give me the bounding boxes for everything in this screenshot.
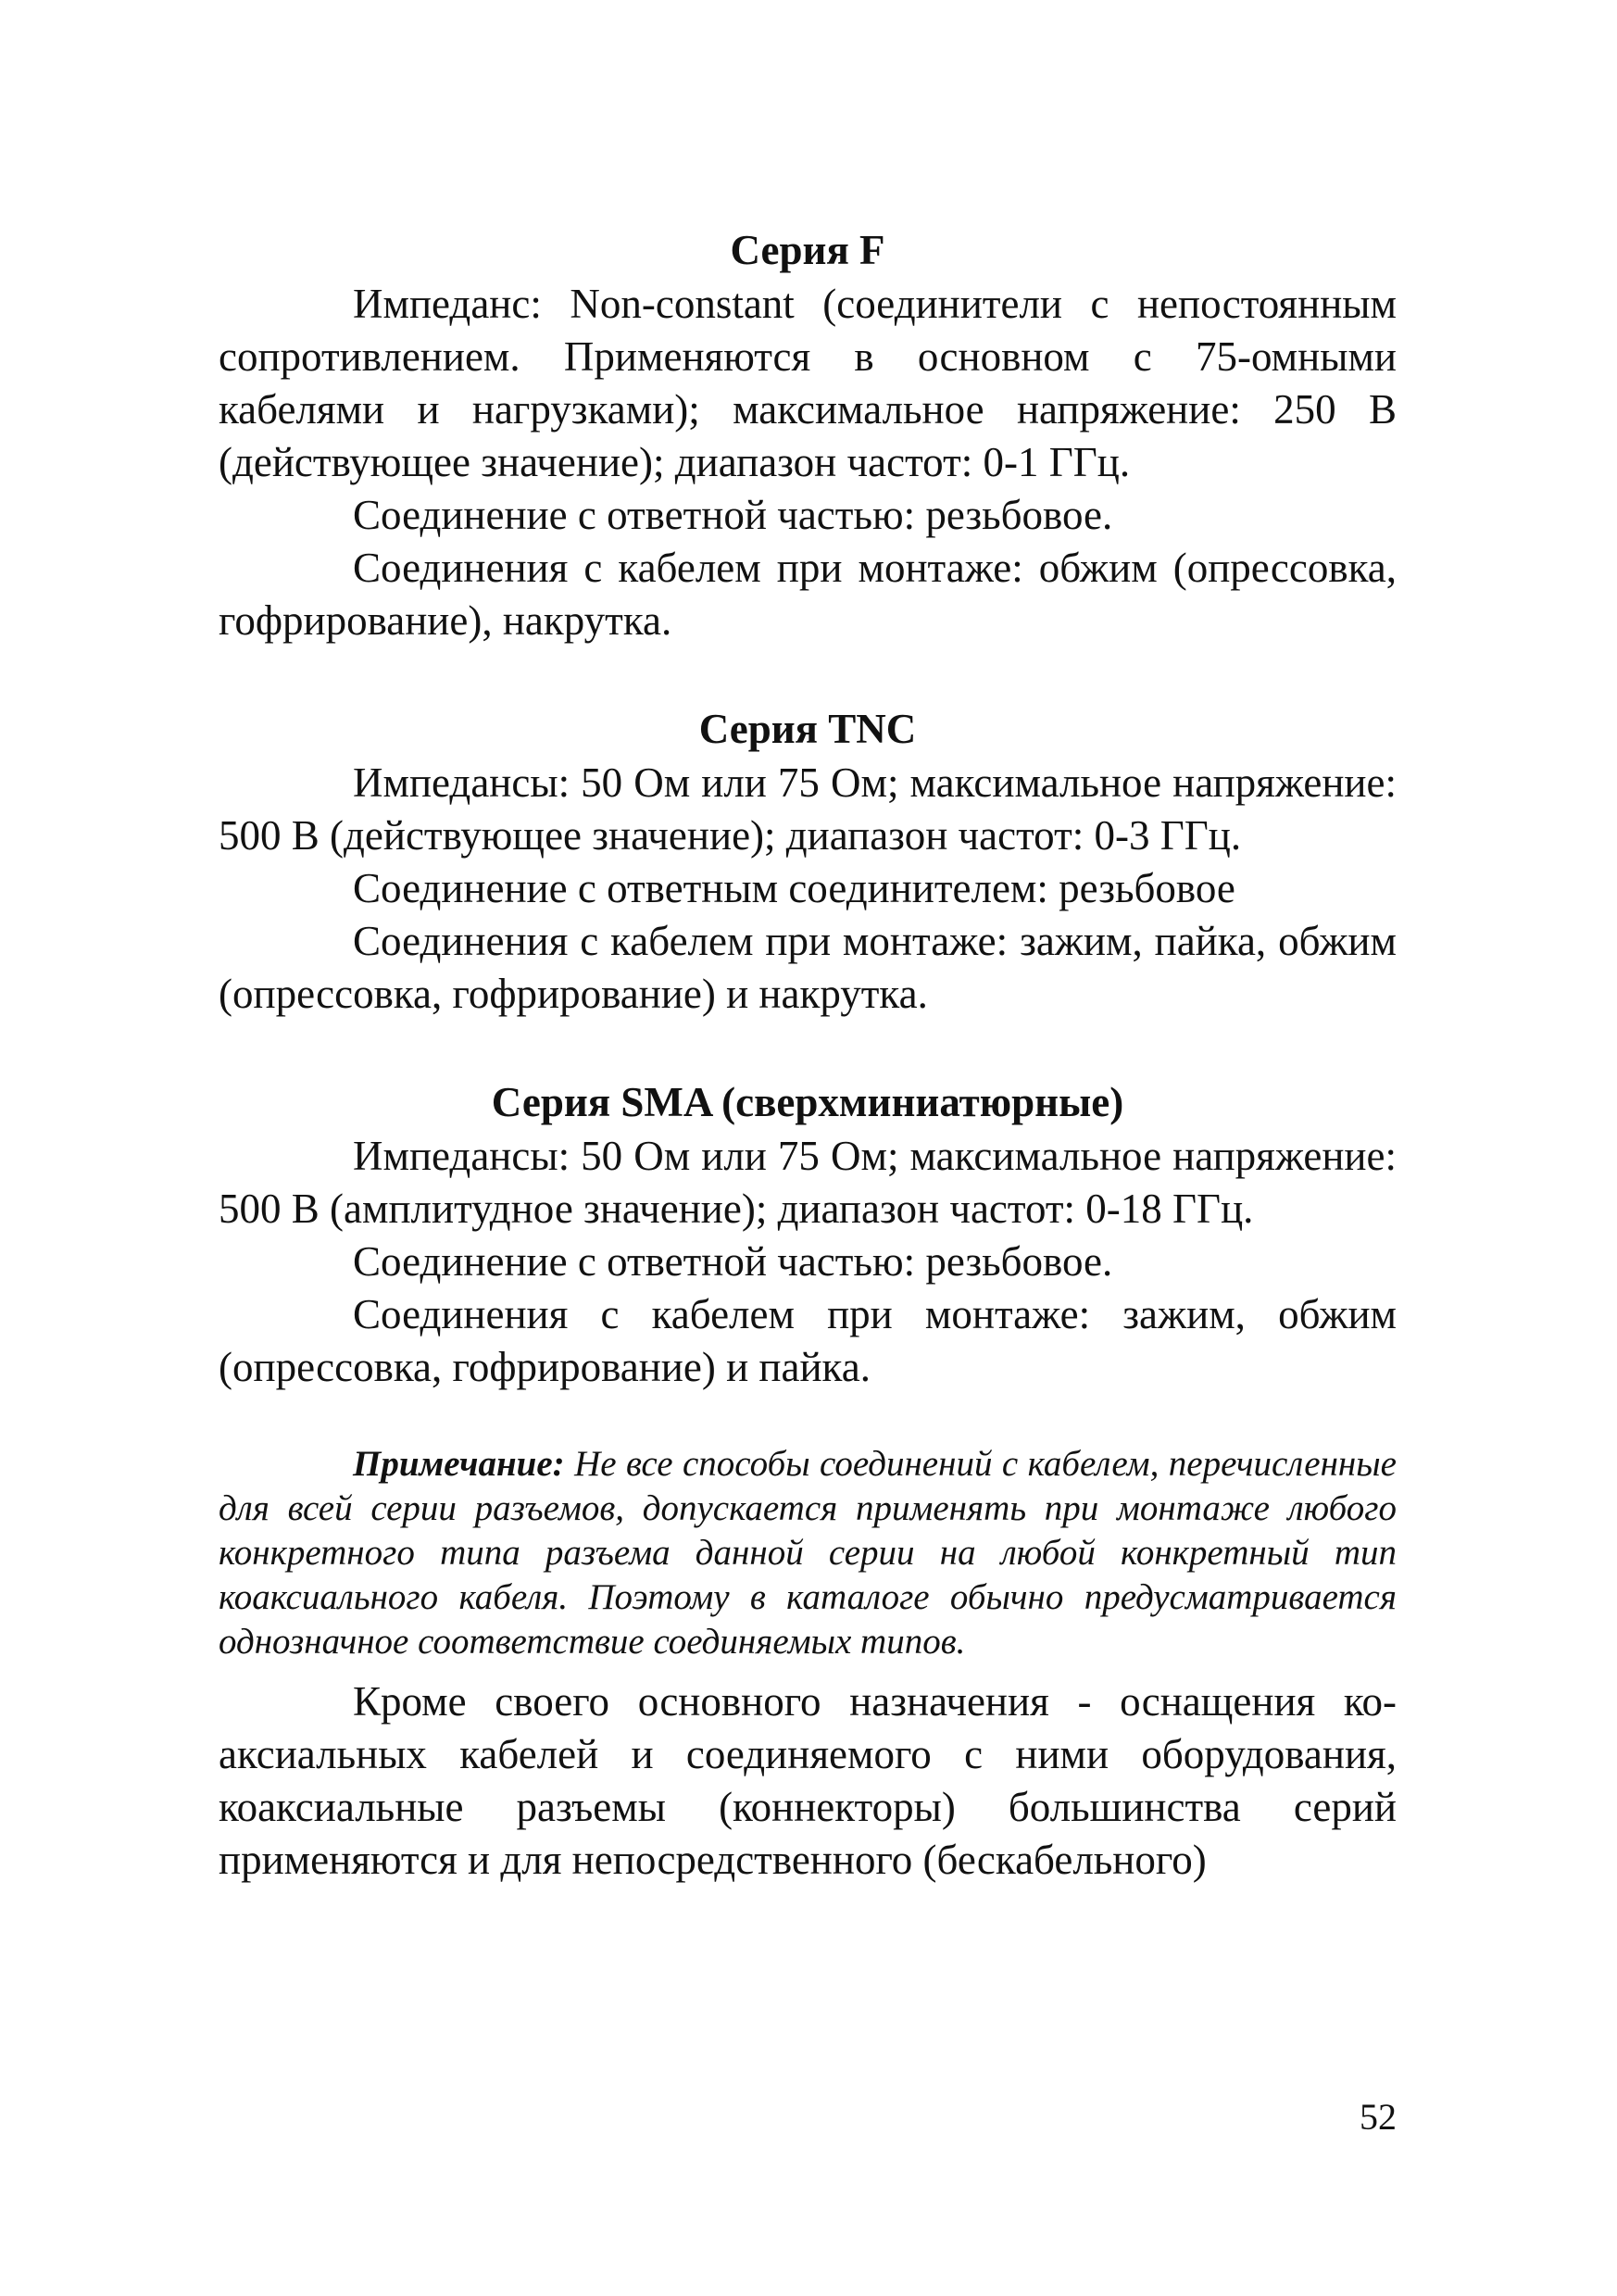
section-spacer	[219, 1021, 1397, 1074]
page-body	[219, 222, 1397, 1887]
section-tnc	[219, 701, 1397, 1021]
section-f	[219, 222, 1397, 647]
note-text: Не все способы соединений с кабелем, перечисленные для всей серии разъемов, допускается применять при монтаже любого конкретного типа разъема данной серии на любой конкретный тип коаксиального кабеля. Поэтому в каталоге обычно предусматривается однозначное соответствие соединяемых типов.	[219, 1444, 1397, 1662]
paragraph: Импеданс: Non-constant (соединители с непостоянным сопротивлением. Применяются в основном с 75-омными кабелями и нагрузками); максимальное напряжение: 250 В (действующее значение); диапазон частот: 0-1 ГГц.	[219, 281, 1397, 485]
paragraph: Соединение с ответной частью: резьбовое.	[353, 492, 1113, 538]
section-heading: Серия TNC	[698, 706, 917, 752]
paragraph: Соединение с ответной частью: резьбовое.	[353, 1238, 1113, 1285]
closing-paragraph: Кроме своего основного назначения - оснащения коаксиальных кабелей и соединяемого с ними оборудования, коаксиальные разъемы (коннекторы) большинства серий применяются и для непосредственного (бескабельного)	[219, 1678, 1397, 1883]
paragraph: Импедансы: 50 Ом или 75 Ом; максимальное напряжение: 500 В (амплитудное значение); диапазон частот: 0-18 ГГц.	[219, 1133, 1397, 1232]
section-spacer	[219, 1394, 1397, 1442]
section-heading: Серия SMA (сверхминиатюрные)	[491, 1079, 1124, 1125]
section-sma	[219, 1074, 1397, 1394]
section-spacer	[219, 647, 1397, 701]
page-number: 52	[1360, 2096, 1397, 2138]
paragraph: Соединения с кабелем при монтаже: зажим, обжим (опрессовка, гофрирование) и пайка.	[219, 1291, 1397, 1390]
paragraph: Соединение с ответным соединителем: резьбовое	[353, 865, 1235, 911]
paragraph: Импедансы: 50 Ом или 75 Ом; максимальное напряжение: 500 В (действующее значение); диапазон частот: 0-3 ГГц.	[219, 759, 1397, 859]
note-paragraph	[219, 1442, 1397, 1664]
note-label: Примечание:	[353, 1444, 565, 1484]
section-heading: Серия F	[730, 227, 885, 273]
paragraph: Соединения с кабелем при монтаже: зажим, пайка, обжим (опрессовка, гофрирование) и накрутка.	[219, 918, 1397, 1017]
paragraph: Соединения с кабелем при монтаже: обжим (опрессовка, гофрирование), накрутка.	[219, 545, 1397, 644]
